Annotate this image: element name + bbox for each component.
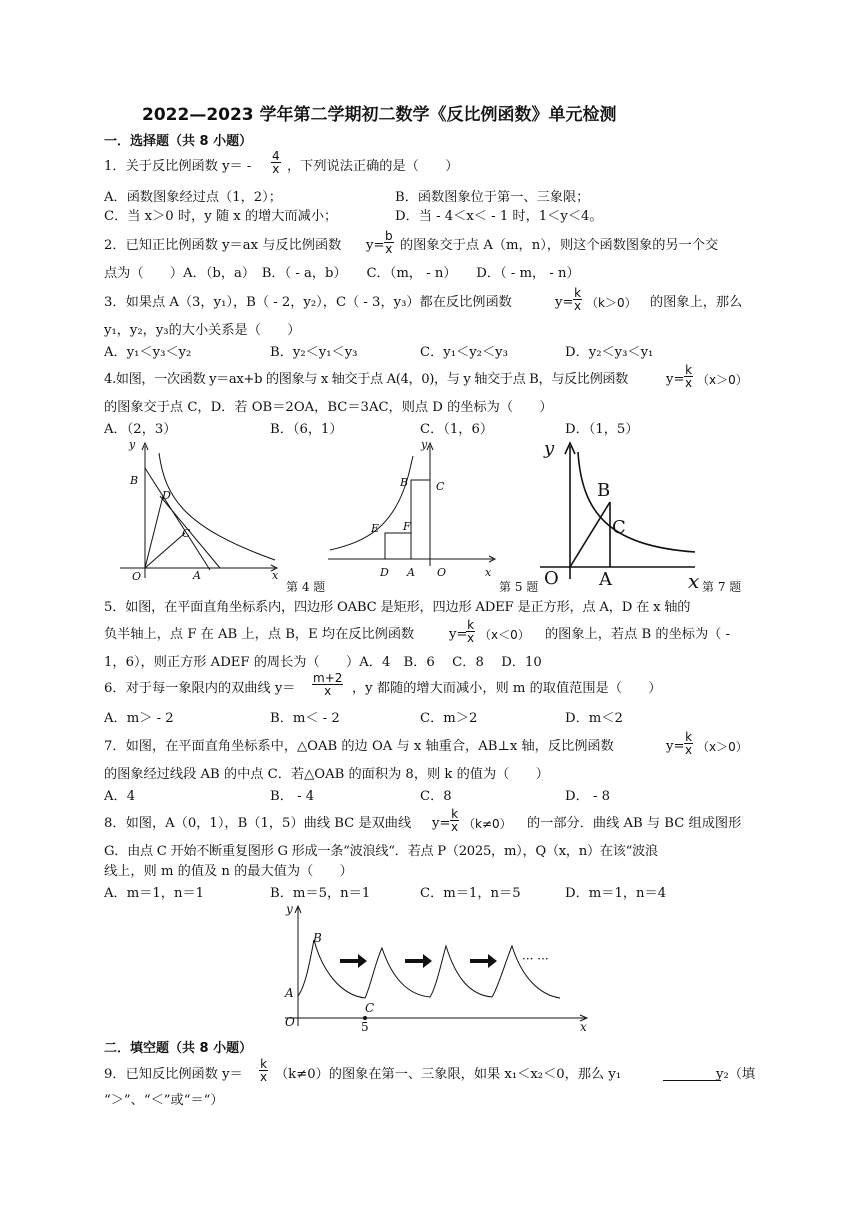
q9-stem-start: 9．已知反比例函数 y＝ (104, 1067, 243, 1082)
q8-stem-line3: 线上，则 m 的值及 n 的最大值为（ ） (104, 864, 353, 879)
fig4-hyperbola (159, 453, 275, 560)
fig4-label-o: O (132, 570, 142, 583)
q4-condition: （x＞0） (697, 373, 748, 387)
q8-stem-start: 8．如图，A（0，1），B（1，5）曲线 BC 是双曲线 (104, 816, 412, 831)
fig8-arrow-3 (470, 954, 497, 968)
fig5-label-e: E (371, 522, 380, 535)
figure-caption-4: 第 4 题 (286, 580, 326, 594)
q5-options: 1，6），则正方形 ADEF 的周长为（ ）A．4 B．6 C．8 D．10 (104, 655, 542, 670)
q7-stem-line2: 的图象经过线段 AB 的中点 C．若△OAB 的面积为 8，则 k 的值为（ ） (104, 767, 549, 782)
q1-stem-start: 1．关于反比例函数 y＝ - (104, 159, 252, 174)
fig8-label-a: A (285, 986, 294, 1000)
q8-fraction (450, 808, 459, 833)
fig5-label-o: O (437, 566, 447, 579)
fig4-line-ab (145, 468, 210, 570)
q5-fraction (466, 619, 475, 644)
q7-option-a: A．4 (104, 789, 136, 804)
fig8-label-c: C (365, 1001, 375, 1015)
q5-frac-num: k (467, 618, 475, 632)
figure-q4 (115, 438, 290, 583)
q7-fraction (684, 731, 693, 756)
q1-option-d: D．当 - 4＜x＜ - 1 时，1＜y＜4。 (395, 209, 603, 224)
figure-q7 (530, 434, 710, 589)
q4-option-a: A．（2，3） (104, 422, 177, 437)
q6-stem-start: 6．对于每一象限内的双曲线 y＝ (104, 681, 296, 696)
q8-option-c: C．m＝1，n＝5 (420, 886, 521, 901)
q1-frac-den: x (272, 162, 280, 176)
q6-option-b: B．m＜ - 2 (270, 711, 340, 726)
figure-caption-5: 第 5 题 (499, 580, 539, 594)
q3-fraction (573, 287, 582, 312)
q2-stem-end: 的图象交于点 A（m，n），则这个函数图象的另一个交 (400, 238, 719, 253)
fig8-label-o: O (285, 1015, 295, 1029)
fig4-segment-oc (145, 533, 185, 568)
q1-option-c: C．当 x＞0 时，y 随 x 的增大而减小； (104, 209, 338, 224)
q6-frac-den: x (324, 684, 332, 698)
q9-frac-num: k (260, 1057, 268, 1071)
fig4-label-a: A (193, 569, 201, 582)
figure-caption-7: 第 7 题 (702, 580, 742, 594)
q8-stem-end: 的一部分．曲线 AB 与 BC 组成图形 (527, 816, 742, 831)
q8-option-d: D．m＝1，n＝4 (565, 886, 667, 901)
q4-option-d: D．（1，5） (565, 422, 639, 437)
q5-condition: （x＜0） (479, 628, 530, 642)
fig4-label-c: C (182, 527, 191, 540)
fig7-hyperbola (578, 452, 695, 552)
fig4-label-y: y (129, 438, 136, 451)
q6-stem-end: ，y 都随的增大而减小，则 m 的取值范围是（ ） (352, 681, 662, 696)
q7-condition: （x＞0） (697, 740, 748, 754)
q2-options: 点为（ ）A．（b，a） B．（ - a，b） C．（m， - n） D．（ - m， - n） (104, 266, 580, 281)
fig5-label-x: x (485, 566, 492, 579)
q3-stem-start: 3．如果点 A（3，y₁），B（ - 2，y₂），C（ - 3，y₃）都在反比例函数 (104, 295, 512, 310)
fig5-square-adef (385, 533, 411, 559)
q3-stem-end: 的图象上，那么 (650, 295, 743, 310)
fig8-wave-curve (298, 940, 560, 998)
q8-frac-num: k (451, 807, 459, 821)
q7-y-equals: y= (666, 739, 685, 754)
fig7-label-b: B (597, 480, 611, 501)
fig5-rect-oabc (411, 480, 430, 559)
fig8-arrow-2 (405, 954, 432, 968)
q6-option-c: C．m＞2 (420, 711, 478, 726)
q8-option-b: B．m＝5，n＝1 (270, 886, 371, 901)
section-heading-choice: 一．选择题（共 8 小题） (104, 134, 253, 149)
fig5-label-d: D (380, 566, 389, 579)
section-heading-fill: 二．填空题（共 8 小题） (104, 1041, 253, 1056)
q4-stem-line2: 的图象交于点 C，D．若 OB＝2OA，BC＝3AC，则点 D 的坐标为（ ） (104, 400, 553, 415)
q7-option-c: C．8 (420, 789, 452, 804)
q4-stem-start: 4.如图，一次函数 y＝ax+b 的图象与 x 轴交于点 A(4，0)，与 y 轴交于点 B，与反比例函数 (104, 372, 628, 387)
figure-q5 (325, 438, 505, 583)
q8-stem-line2: G．由点 C 开始不断重复图形 G 形成一条“波浪线“．若点 P（2025，m），Q（x，n）在该“波浪 (104, 844, 658, 859)
fig7-label-a: A (599, 569, 612, 589)
fig5-label-c: C (436, 480, 445, 493)
q6-frac-num: m+2 (313, 671, 343, 685)
fig8-label-b: B (313, 931, 322, 945)
q7-option-d: D． - 8 (565, 789, 610, 804)
q4-y-equals: y= (666, 372, 685, 387)
fig8-arrow-1 (340, 954, 367, 968)
q9-stem-end: y₂（填 (716, 1067, 756, 1082)
fig8-ellipsis: ··· ··· (522, 952, 549, 966)
fig7-label-x: x (688, 569, 700, 589)
q9-frac-den: x (260, 1070, 268, 1084)
fig5-label-f: F (403, 520, 411, 533)
q8-condition: （k≠0） (463, 817, 512, 831)
q8-frac-den: x (451, 820, 459, 834)
q4-option-c: C．（1，6） (420, 422, 494, 437)
fig5-label-a: A (407, 566, 415, 579)
q3-option-c: C．y₁＜y₂＜y₃ (420, 345, 508, 360)
fig7-label-c: C (612, 517, 626, 538)
fig8-label-5: 5 (361, 1020, 369, 1032)
q1-stem-end: ，下列说法正确的是（ ） (287, 159, 459, 174)
q9-fraction (259, 1058, 268, 1083)
q3-option-b: B．y₂＜y₁＜y₃ (270, 345, 358, 360)
q5-stem-end: 的图象上，若点 B 的坐标为（ - (545, 627, 730, 642)
q4-option-b: B．（6，1） (270, 422, 343, 437)
q9-stem-line2: “＞”、“＜”或“＝“） (104, 1093, 224, 1108)
q1-option-b: B．函数图象位于第一、三象限； (395, 190, 590, 205)
fig5-label-b: B (400, 476, 409, 489)
fig5-hyperbola (330, 456, 413, 550)
q1-frac-num: 4 (272, 149, 280, 163)
q3-y-equals: y= (555, 295, 574, 310)
fig8-label-y: y (286, 902, 293, 916)
q7-frac-num: k (685, 730, 693, 744)
q9-answer-blank[interactable] (663, 1068, 721, 1081)
fig4-label-d: D (162, 489, 171, 502)
fig7-segment-ob (570, 502, 610, 567)
q5-stem-line1: 5．如图，在平面直角坐标系内，四边形 OABC 是矩形，四边形 ADEF 是正方形，点 A，D 在 x 轴的 (104, 600, 691, 615)
fig7-label-o: O (544, 568, 559, 589)
q8-option-a: A．m＝1，n＝1 (104, 886, 205, 901)
q5-y-equals: y= (449, 627, 468, 642)
fig8-label-x: x (580, 1020, 587, 1032)
fig4-label-x: x (272, 569, 279, 582)
fig7-label-y: y (544, 438, 555, 459)
q2-y-equals: y= (366, 238, 385, 253)
q5-stem-start: 负半轴上，点 F 在 AB 上，点 B，E 均在反比例函数 (104, 627, 415, 642)
q2-fraction (384, 230, 394, 255)
q3-condition: （k＞0） (586, 296, 637, 310)
q9-stem-mid: （k≠0）的图象在第一、三象限，如果 x₁＜x₂＜0，那么 y₁ (275, 1067, 622, 1082)
q1-fraction (271, 150, 281, 175)
q7-frac-den: x (685, 743, 693, 757)
q4-frac-num: k (685, 363, 693, 377)
q3-stem-line2: y₁，y₂，y₃的大小关系是（ ） (104, 323, 301, 338)
q7-stem-start: 7．如图，在平面直角坐标系中，△OAB 的边 OA 与 x 轴重合，AB⊥x 轴，反比例函数 (104, 739, 614, 754)
q2-frac-den: x (385, 242, 393, 256)
q3-option-d: D．y₂＜y₃＜y₁ (565, 345, 654, 360)
q1-option-a: A．函数图象经过点（1，2）； (104, 190, 282, 205)
q2-stem-start: 2．已知正比例函数 y＝ax 与反比例函数 (104, 238, 342, 253)
fig5-label-y: y (421, 438, 428, 451)
q4-frac-den: x (685, 376, 693, 390)
q5-frac-den: x (467, 631, 475, 645)
q6-fraction (312, 672, 343, 697)
q8-y-equals: y= (432, 816, 451, 831)
q6-option-d: D．m＜2 (565, 711, 623, 726)
page-title: 2022—2023 学年第二学期初二数学《反比例函数》单元检测 (142, 105, 617, 125)
q3-frac-den: x (574, 299, 582, 313)
fig4-segment-od (145, 496, 163, 568)
q7-option-b: B． - 4 (270, 789, 315, 804)
q4-fraction (684, 364, 693, 389)
q3-option-a: A．y₁＜y₃＜y₂ (104, 345, 192, 360)
q2-frac-num: b (385, 229, 393, 243)
figure-q8-wave (270, 900, 600, 1032)
q3-frac-num: k (574, 286, 582, 300)
fig4-label-b: B (130, 474, 139, 487)
q6-option-a: A．m＞ - 2 (104, 711, 174, 726)
